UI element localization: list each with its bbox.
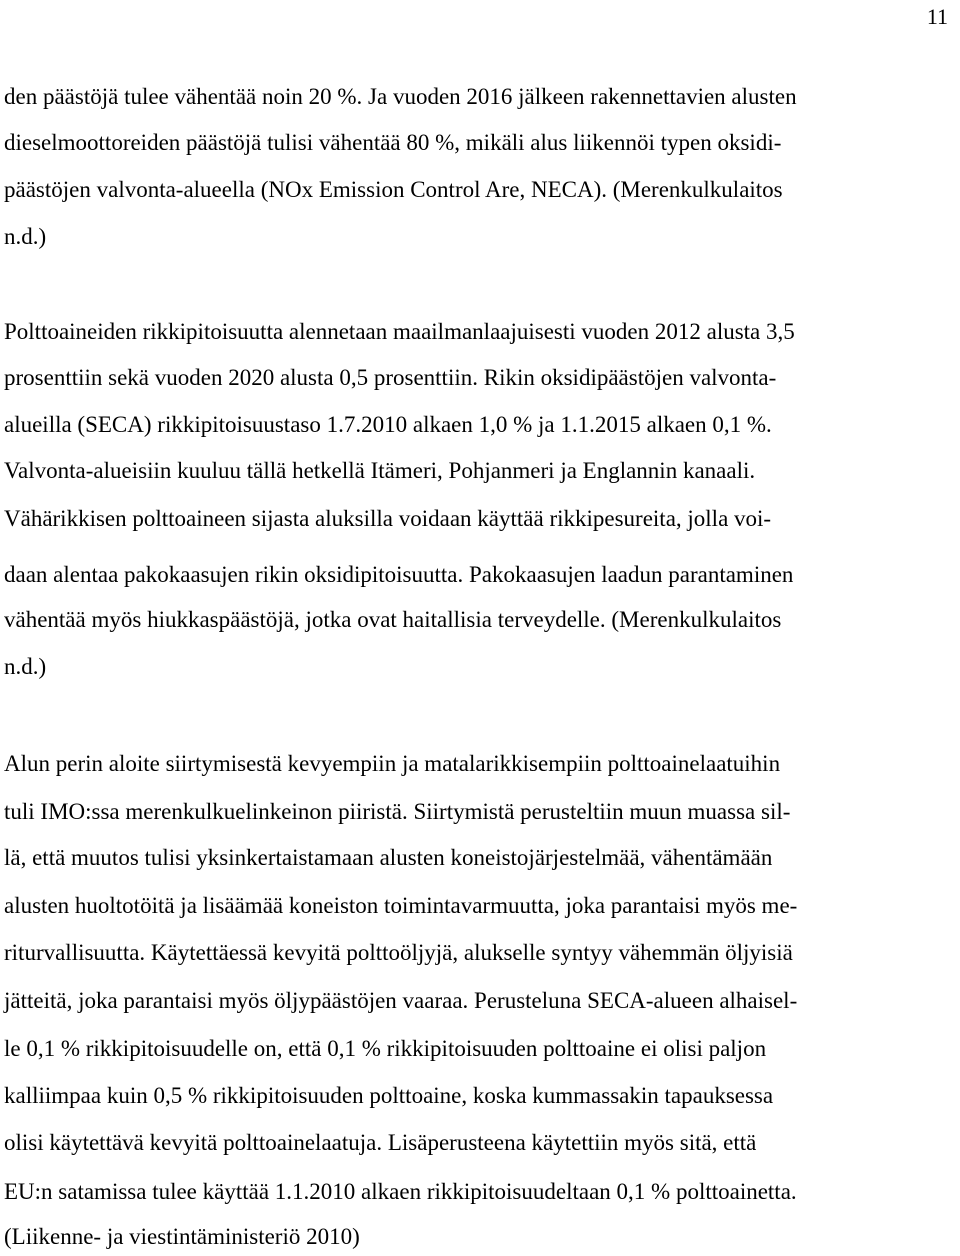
text-line: olisi käytettävä kevyitä polttoainelaatuja. Lisäperusteena käytettiin myös sitä, että bbox=[4, 1130, 757, 1155]
text-line: Polttoaineiden rikkipitoisuutta alennetaan maailmanlaajuisesti vuoden 2012 alusta 3,5 bbox=[4, 319, 795, 344]
text-line: kalliimpaa kuin 0,5 % rikkipitoisuuden polttoaine, koska kummassakin tapauksessa bbox=[4, 1083, 774, 1108]
page-number: 11 bbox=[926, 4, 948, 29]
text-line: prosenttiin sekä vuoden 2020 alusta 0,5 prosenttiin. Rikin oksidipäästöjen valvonta- bbox=[4, 365, 777, 390]
text-line: daan alentaa pakokaasujen rikin oksidipitoisuutta. Pakokaasujen laadun parantaminen bbox=[4, 562, 794, 587]
text-line: n.d.) bbox=[4, 654, 47, 679]
text-line: Alun perin aloite siirtymisestä kevyempiin ja matalarikkisempiin polttoainelaatuihin bbox=[4, 751, 781, 776]
text-line: EU:n satamissa tulee käyttää 1.1.2010 alkaen rikkipitoisuudeltaan 0,1 % polttoainetta. bbox=[4, 1179, 797, 1204]
text-line: Valvonta-alueisiin kuuluu tällä hetkellä Itämeri, Pohjanmeri ja Englannin kanaali. bbox=[4, 458, 756, 483]
text-line: n.d.) bbox=[4, 224, 47, 249]
text-line: le 0,1 % rikkipitoisuudelle on, että 0,1 % rikkipitoisuuden polttoaine ei olisi paljon bbox=[4, 1036, 767, 1061]
text-line: dieselmoottoreiden päästöjä tulisi vähentää 80 %, mikäli alus liikennöi typen oksidi- bbox=[4, 130, 782, 155]
text-line: den päästöjä tulee vähentää noin 20 %. Ja vuoden 2016 jälkeen rakennettavien alusten bbox=[4, 84, 797, 109]
text-line: alusten huoltotöitä ja lisäämää koneiston toimintavarmuutta, joka parantaisi myös me- bbox=[4, 893, 798, 918]
text-line: päästöjen valvonta-alueella (NOx Emission Control Are, NECA). (Merenkulkulaitos bbox=[4, 177, 783, 202]
text-line: jätteitä, joka parantaisi myös öljypäästöjen vaaraa. Perusteluna SECA-alueen alhaisel- bbox=[4, 988, 798, 1013]
text-line: tuli IMO:ssa merenkulkuelinkeinon piiristä. Siirtymistä perusteltiin muun muassa sil- bbox=[4, 799, 791, 824]
text-line: lä, että muutos tulisi yksinkertaistamaan alusten koneistojärjestelmää, vähentämään bbox=[4, 845, 773, 870]
text-line: riturvallisuutta. Käytettäessä kevyitä polttoöljyjä, alukselle syntyy vähemmän öljyisiä bbox=[4, 940, 793, 965]
text-line: (Liikenne- ja viestintäministeriö 2010) bbox=[4, 1224, 360, 1249]
text-line: Vähärikkisen polttoaineen sijasta aluksilla voidaan käyttää rikkipesureita, jolla voi- bbox=[4, 506, 772, 531]
text-line: alueilla (SECA) rikkipitoisuustaso 1.7.2010 alkaen 1,0 % ja 1.1.2015 alkaen 0,1 %. bbox=[4, 412, 772, 437]
text-line: vähentää myös hiukkaspäästöjä, jotka ovat haitallisia terveydelle. (Merenkulkulaitos bbox=[4, 607, 782, 632]
